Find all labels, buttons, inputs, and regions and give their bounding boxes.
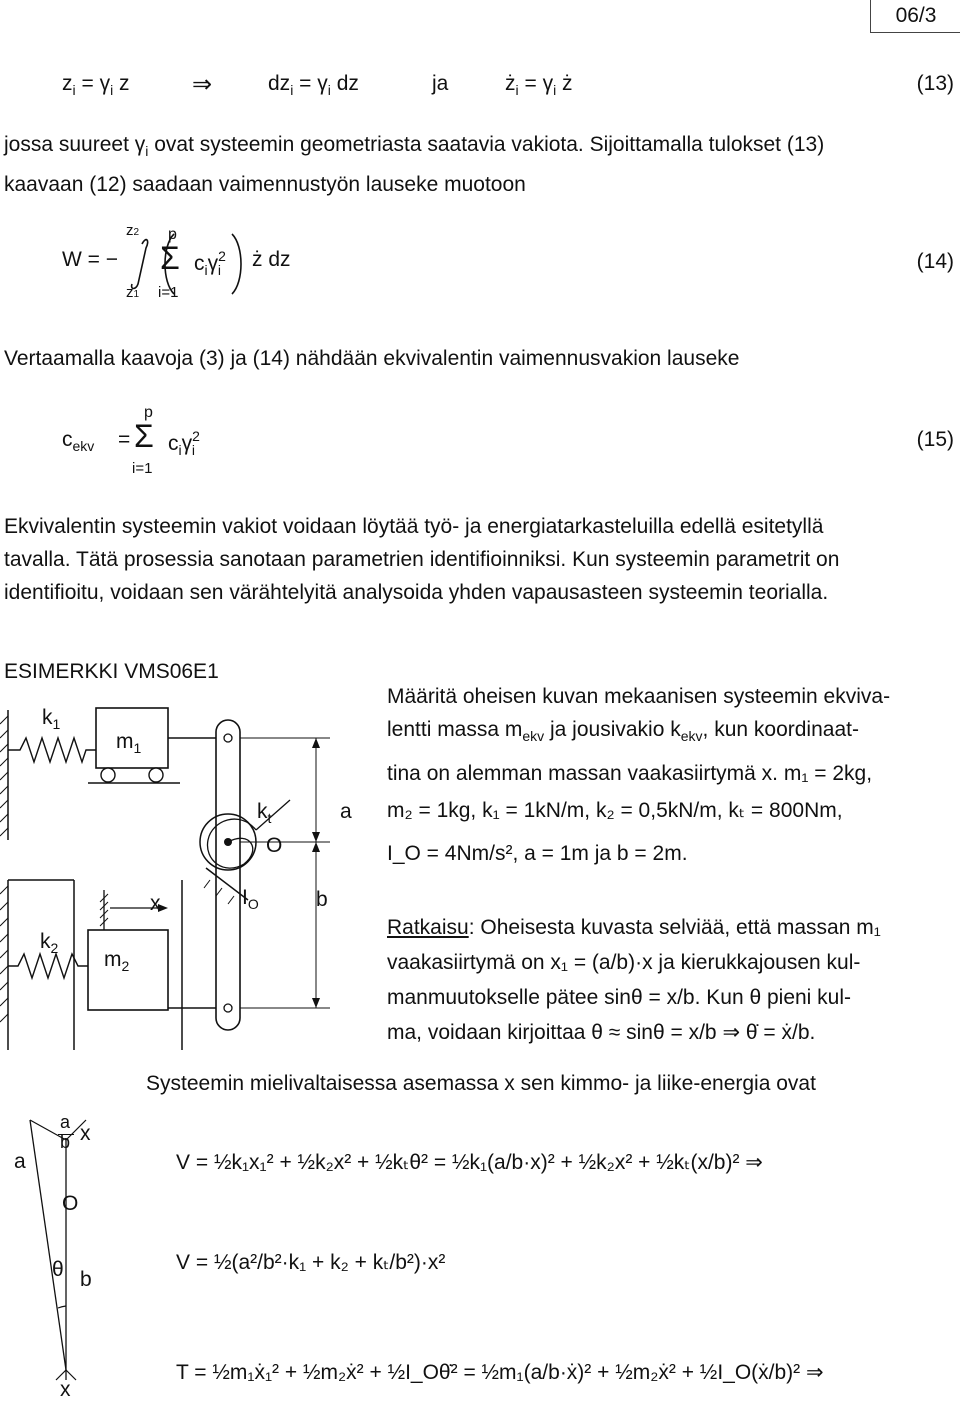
p1-b: ovat systeemin geometriasta saatavia vakiota. Sijoittamalla tulokset (13) — [148, 133, 825, 156]
label-kt-k: k — [257, 800, 268, 823]
eq13-arrow: ⇒ — [192, 71, 213, 98]
label-k1 — [42, 706, 60, 732]
eq14-gamma: γ — [207, 252, 219, 275]
paragraph-3 — [4, 510, 956, 609]
eq15-number: (15) — [916, 428, 954, 451]
eq15-ci: c — [168, 432, 179, 455]
eq14-upper-z: z — [126, 222, 134, 239]
problem-line5: I_O = 4Nm/s², a = 1m ja b = 2m. — [387, 842, 688, 865]
equation-13 — [62, 72, 130, 98]
solution-line1 — [387, 910, 959, 945]
eq13-number: (13) — [916, 72, 954, 95]
eq14-gamma-sub: i — [217, 262, 222, 278]
label-m2-m: m — [104, 948, 122, 971]
solution-label: Ratkaisu — [387, 916, 469, 939]
eq14-term — [194, 248, 226, 278]
eq13-lhs: z — [62, 72, 73, 95]
problem-line4: m₂ = 1kg, k₁ = 1kN/m, k₂ = 0,5kN/m, kₜ = 800Nm, — [387, 799, 843, 822]
eq13-zdot-end: ż — [556, 72, 573, 95]
mechanism-figure — [0, 690, 380, 1070]
p1-sub: i — [145, 143, 149, 159]
p1-a: jossa suureet γ — [4, 133, 146, 156]
tri-b: b — [80, 1268, 92, 1291]
eq13-zdot — [505, 72, 573, 98]
paragraph-1-line-2: kaavaan (12) saadaan vaimennustyön lauseke muotoon — [4, 173, 526, 196]
eq14-sum-lower: i=1 — [158, 284, 179, 301]
tri-theta: θ — [52, 1258, 64, 1281]
label-k1-k: k — [42, 706, 53, 729]
eq14-tail: ż dz — [252, 248, 291, 271]
solution-line2: vaakasiirtymä on x₁ = (a/b)·x ja kierukkajousen kul- — [387, 951, 861, 974]
tri-a-left: a — [14, 1150, 26, 1173]
eq14-lower-sub: 1 — [133, 289, 140, 300]
paragraph-1-line-1 — [4, 128, 956, 168]
tri-O: O — [62, 1192, 79, 1215]
eq13-zdot-sub: i — [515, 82, 519, 98]
tri-a-num: a — [60, 1112, 71, 1132]
eq15-sigma: Σ — [134, 418, 154, 454]
label-IO-I: I — [242, 886, 248, 909]
eq14-sigma: Σ — [160, 240, 180, 276]
p3-line2: tavalla. Tätä prosessia sanotaan parametrien identifioinniksi. Kun systeemin parametrit on — [4, 548, 840, 571]
label-IO-sub: O — [247, 896, 259, 912]
label-m1-sub: 1 — [133, 740, 142, 756]
eq-V2: V = ½(a²/b²·k₁ + k₂ + kₜ/b²)·x² — [176, 1251, 446, 1274]
tri-x-top: x — [80, 1122, 91, 1145]
eq14-upper-sub: 2 — [133, 227, 140, 238]
label-x: x — [150, 892, 161, 915]
eq14-lower-z: z — [126, 284, 134, 301]
label-k2-sub: 2 — [50, 940, 59, 956]
page-number-text: 06/3 — [895, 4, 937, 27]
p3-line3: identifioitu, voidaan sen värähtelyitä analysoida yhden vapausasteen systeemin teorialla. — [4, 581, 829, 604]
problem-line2 — [387, 713, 959, 753]
eq-V1: V = ½k₁x₁² + ½k₂x² + ½kₜθ² = ½k₁(a/b·x)² + ½k₂x² + ½kₜ(x/b)² ⇒ — [176, 1151, 763, 1174]
label-k2 — [40, 930, 58, 956]
eq13-dz-rel-sub: i — [327, 82, 331, 98]
eq13-zdot-lhs: ż — [505, 72, 516, 95]
label-O: O — [266, 834, 283, 857]
eq15-sum-lower: i=1 — [132, 460, 153, 477]
problem-l2-sub2: ekv — [680, 728, 703, 744]
label-k2-k: k — [40, 930, 51, 953]
paragraph-2: Vertaamalla kaavoja (3) ja (14) nähdään ekvivalentin vaimennusvakion lauseke — [4, 347, 740, 370]
example-title: ESIMERKKI VMS06E1 — [4, 660, 219, 683]
problem-l2c: , kun koordinaat- — [702, 718, 859, 741]
eq13-rel1: = γ — [81, 72, 111, 95]
eq13-zdot-rel: = γ — [524, 72, 554, 95]
solution-line4: ma, voidaan kirjoittaa θ ≈ sinθ = x/b ⇒ θ̇ = ẋ/b. — [387, 1021, 816, 1044]
problem-l2a: lentti massa m — [387, 718, 523, 741]
eq14-c: c — [194, 252, 205, 275]
eq13-dz-end: dz — [330, 72, 359, 95]
label-b: b — [316, 888, 328, 911]
eq13-dz-sub: i — [290, 82, 294, 98]
eq14-w: W = − — [62, 248, 119, 271]
eq14-right-bracket — [228, 226, 248, 306]
label-IO — [242, 886, 259, 912]
problem-l2b: ja jousivakio k — [544, 718, 681, 741]
problem-l2-sub: ekv — [522, 728, 545, 744]
label-kt-sub: t — [267, 810, 272, 826]
label-m2-sub: 2 — [121, 958, 130, 974]
solution-line3: manmuutokselle pätee sinθ = x/b. Kun θ pieni kul- — [387, 986, 852, 1009]
eq15-lhs — [62, 428, 94, 454]
eq14-gamma-sup: 2 — [218, 248, 226, 264]
p3-line1: Ekvivalentin systeemin vakiot voidaan löytää työ- ja energiatarkasteluilla edellä esitetyllä — [4, 515, 824, 538]
page-number — [870, 0, 960, 33]
eq14-p: p — [168, 226, 177, 243]
eq15-p: p — [144, 404, 153, 421]
solution-text — [387, 910, 959, 1050]
eq15-c-sub: ekv — [72, 438, 95, 454]
eq13-dz-part: dz — [268, 72, 291, 95]
label-a: a — [340, 800, 352, 823]
eq13-dz-rel: = γ — [299, 72, 328, 95]
label-m1 — [116, 730, 141, 756]
eq15-eq: = — [118, 428, 131, 451]
solution-line1-rest: : Oheisesta kuvasta selviää, että massan m₁ — [468, 916, 881, 939]
paragraph-1 — [4, 128, 956, 201]
problem-statement — [387, 680, 959, 870]
energy-intro: Systeemin mielivaltaisessa asemassa x sen kimmo- ja liike-energia ovat — [146, 1072, 816, 1095]
eq13-zdot-rel-sub: i — [553, 82, 557, 98]
eq14-c-sub: i — [204, 262, 208, 278]
eq15-gamma-sup: 2 — [192, 428, 200, 444]
eq15-c: c — [62, 428, 73, 451]
label-m1-m: m — [116, 730, 134, 753]
eq13-ja: ja — [432, 72, 449, 95]
eq15-gamma: γ — [181, 432, 193, 455]
label-m2 — [104, 948, 129, 974]
tri-x-bottom: x — [60, 1378, 71, 1401]
eq-T: T = ½m₁ẋ₁² + ½m₂ẋ² + ½I_Oθ̇² = ½m₁(a/b·ẋ)² + ½m₂ẋ² + ½I_O(ẋ/b)² ⇒ — [176, 1361, 824, 1384]
problem-line1: Määritä oheisen kuvan mekaanisen systeemin ekviva- — [387, 685, 891, 708]
tri-a-den: b — [60, 1132, 71, 1152]
label-k1-sub: 1 — [52, 716, 61, 732]
eq14-number: (14) — [916, 250, 954, 273]
eq15-gamma-sub: i — [191, 442, 196, 458]
eq13-dz — [268, 72, 359, 98]
eq15-term — [168, 428, 200, 458]
label-kt — [257, 800, 271, 826]
eq13-lhs-sub: i — [72, 82, 76, 98]
eq13-rel1-sub: i — [110, 82, 114, 98]
eq13-rel1-end: z — [113, 72, 130, 95]
eq15-ci-sub: i — [178, 442, 182, 458]
problem-line3: tina on alemman massan vaakasiirtymä x. m₁ = 2kg, — [387, 762, 873, 785]
